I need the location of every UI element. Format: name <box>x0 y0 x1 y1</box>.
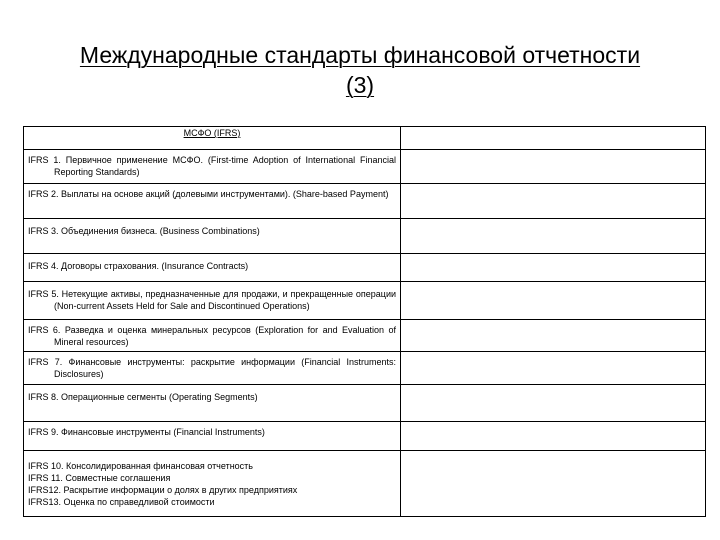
table-row <box>24 451 706 517</box>
standard-text: IFRS 8. Операционные сегменты (Operating Segments) <box>28 392 258 402</box>
table-cell <box>24 320 401 352</box>
empty-cell <box>401 385 706 422</box>
empty-cell <box>401 127 706 150</box>
standard-text: IFRS 10. Консолидированная финансовая отчетность <box>28 461 253 471</box>
empty-cell <box>401 150 706 184</box>
table-row <box>24 352 706 385</box>
table-row <box>24 219 706 254</box>
table-cell <box>24 150 401 184</box>
table-row <box>24 184 706 219</box>
table-row <box>24 320 706 352</box>
table-row <box>24 254 706 282</box>
title-line-1: Международные стандарты финансовой отчетности <box>79 42 641 68</box>
table-cell <box>24 352 401 385</box>
standard-text: IFRS13. Оценка по справедливой стоимости <box>28 497 215 507</box>
table-row <box>24 385 706 422</box>
empty-cell <box>401 451 706 517</box>
table-cell <box>24 422 401 451</box>
page-title <box>30 40 690 100</box>
table-cell <box>24 282 401 320</box>
table-cell <box>24 184 401 219</box>
table-row <box>24 150 706 184</box>
table-row <box>24 422 706 451</box>
table-cell <box>24 451 401 517</box>
standard-text: IFRS 2. Выплаты на основе акций (долевыми инструментами). (Share-based Payment) <box>28 189 389 199</box>
standard-text: IFRS 11. Совместные соглашения <box>28 473 171 483</box>
empty-cell <box>401 320 706 352</box>
empty-cell <box>401 184 706 219</box>
empty-cell <box>401 282 706 320</box>
standard-text: IFRS 3. Объединения бизнеса. (Business Combinations) <box>28 226 260 236</box>
empty-cell <box>401 422 706 451</box>
empty-cell <box>401 352 706 385</box>
table-row <box>24 282 706 320</box>
standard-text: IFRS 6. Разведка и оценка минеральных ресурсов (Exploration for and Evaluation of Mineral resources) <box>28 325 396 347</box>
standard-text: IFRS 4. Договоры страхования. (Insurance Contracts) <box>28 261 249 271</box>
empty-cell <box>401 254 706 282</box>
standard-text: IFRS 7. Финансовые инструменты: раскрытие информации (Financial Instruments: Disclosures) <box>28 357 396 379</box>
standard-text: IFRS12. Раскрытие информации о долях в других предприятиях <box>28 485 298 495</box>
table-header-cell: МСФО (IFRS) <box>24 127 401 150</box>
empty-cell <box>401 219 706 254</box>
table-cell <box>24 219 401 254</box>
standard-text: IFRS 1. Первичное применение МСФО. (First-time Adoption of International Financial Reporting Standards) <box>28 155 396 177</box>
table-cell <box>24 385 401 422</box>
title-line-2: (3) <box>345 72 375 98</box>
ifrs-table <box>23 126 706 517</box>
table-cell <box>24 254 401 282</box>
table-header-row <box>24 127 706 150</box>
standard-text: IFRS 5. Нетекущие активы, предназначенные для продажи, и прекращенные операции (Non-current Assets Held for Sale and Discontinued Operations) <box>28 289 396 311</box>
standard-text: IFRS 9. Финансовые инструменты (Financial Instruments) <box>28 427 265 437</box>
